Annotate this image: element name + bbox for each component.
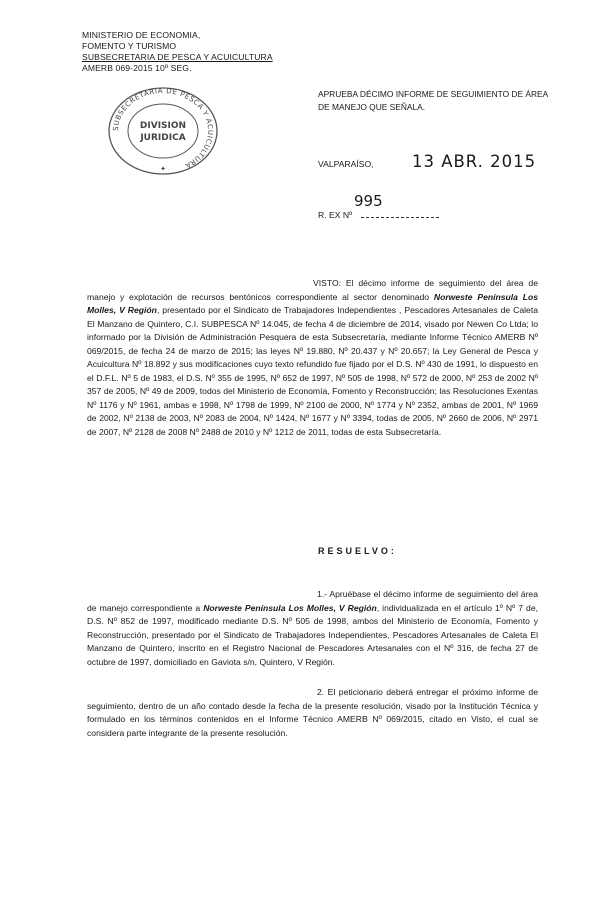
visto-area-name: Norweste Península Los Molles, V Región: [87, 291, 538, 315]
letterhead-reference: AMERB 069-2015 10º SEG.: [82, 63, 192, 73]
letterhead-ministry-2: FOMENTO Y TURISMO: [82, 41, 177, 51]
item1-text-post: , individualizada en el artículo 1º Nº 7 de, D.S. Nº 852 de 1997, modificado mediante D.S. Nº 505 de 1998, ambos del Ministerio de Economía, Fomento y Reconstrucción, presentado por el Sindicato de Trabajadores Independientes, Pescadores Artesanales de Caleta El Manzano de Quintero, inscrito en el Registro Nacional de Pescadores Artesanales con el Nº 316, de fecha 27 de octubre de 1997, domiciliado en Gaviota s/n, Quintero, V Región.: [87, 602, 538, 667]
stamp-center-line2: JURIDICA: [140, 133, 186, 143]
letterhead: [82, 30, 273, 74]
rex-label: R. EX Nº: [318, 210, 353, 220]
resuelvo-heading: RESUELVO:: [318, 546, 397, 556]
resolution-subject: APRUEBA DÉCIMO INFORME DE SEGUIMIENTO DE ÁREA DE MANEJO QUE SEÑALA.: [318, 89, 548, 112]
stamp-center-line1: DIVISION: [139, 121, 187, 131]
resolution-number: [318, 192, 439, 220]
stamp-star-icon: ✦: [160, 166, 166, 173]
rex-number: 995: [354, 192, 383, 210]
item1-area-name: Norweste Península Los Molles, V Región: [203, 602, 377, 613]
dateline-date: 13 ABR. 2015: [411, 152, 537, 171]
dateline: [318, 152, 536, 171]
letterhead-ministry: MINISTERIO DE ECONOMIA,: [82, 30, 201, 40]
item1-text-pre: 1.- Apruébase el décimo informe de seguimiento del área de manejo correspondiente a: [87, 589, 538, 613]
resolution-item-2: [87, 686, 538, 740]
visto-paragraph: [87, 277, 538, 439]
letterhead-subsecretaria: SUBSECRETARIA DE PESCA Y ACUICULTURA: [82, 52, 273, 62]
division-juridica-stamp: [88, 87, 238, 175]
visto-text-pre: VISTO: El décimo informe de seguimiento del área de manejo y explotación de recursos bentónicos correspondiente al sector denominado: [87, 278, 538, 302]
dateline-place: VALPARAÍSO,: [318, 159, 374, 169]
visto-text-post: , presentado por el Sindicato de Trabajadores Independientes , Pescadores Artesanales de Caleta El Manzano de Quintero, C.I. SUBPESCA Nº 14.045, de fecha 4 de diciembre de 2014, visado por Newen Co Ltda; lo informado por la División de Administración Pesquera de esta Subsecretaría, mediante Informe Técnico AMERB Nº 069/2015, de fecha 24 de marzo de 2015; las leyes Nº 19.880, Nº 20.437 y Nº 20.657; la Ley General de Pesca y Acuicultura Nº 18.892 y sus modificaciones cuyo texto refundido fue fijado por el D.S. Nº 430 de 1991, lo dispuesto en el D.F.L. Nº 5 de 1983, el D.S. Nº 355 de 1995, Nº 652 de 1997, Nº 505 de 1998, Nº 572 de 2000, Nº 253 de 2002 Nº 357 de 2005, Nº 49 de 2009, todos del Ministerio de Economía, Fomento y Reconstrucción; las Resoluciones Exentas Nº 1176 y Nº 1961, ambas e 1998, Nº 1798 de 1999, Nº 2100 de 2000, Nº 1774 y Nº 2352, ambas de 2001, Nº 1969 de 2002, Nº 2138 de 2003, Nº 2083 de 2004, Nº 1424, Nº 1677 y Nº 3394, todas de 2005, Nº 2660 de 2006, Nº 2971 de 2007, Nº 2128 de 2008 Nº 2488 de 2010 y Nº 1212 de 2011, todas de esta Subsecretaría.: [87, 305, 539, 437]
rex-underline: [361, 217, 439, 218]
stamp-ring-text: SUBSECRETARIA DE PESCA Y ACUICULTURA: [111, 87, 215, 170]
resolution-item-1: [87, 588, 538, 669]
item2-text: 2. El peticionario deberá entregar el próximo informe de seguimiento, dentro de un año contado desde la fecha de la presente resolución, visado por la Institución Técnica y formulado en los términos contenidos en el Informe Técnico AMERB Nº 069/2015, citado en Visto, el cual se considera parte integrante de la presente resolución.: [87, 687, 538, 738]
